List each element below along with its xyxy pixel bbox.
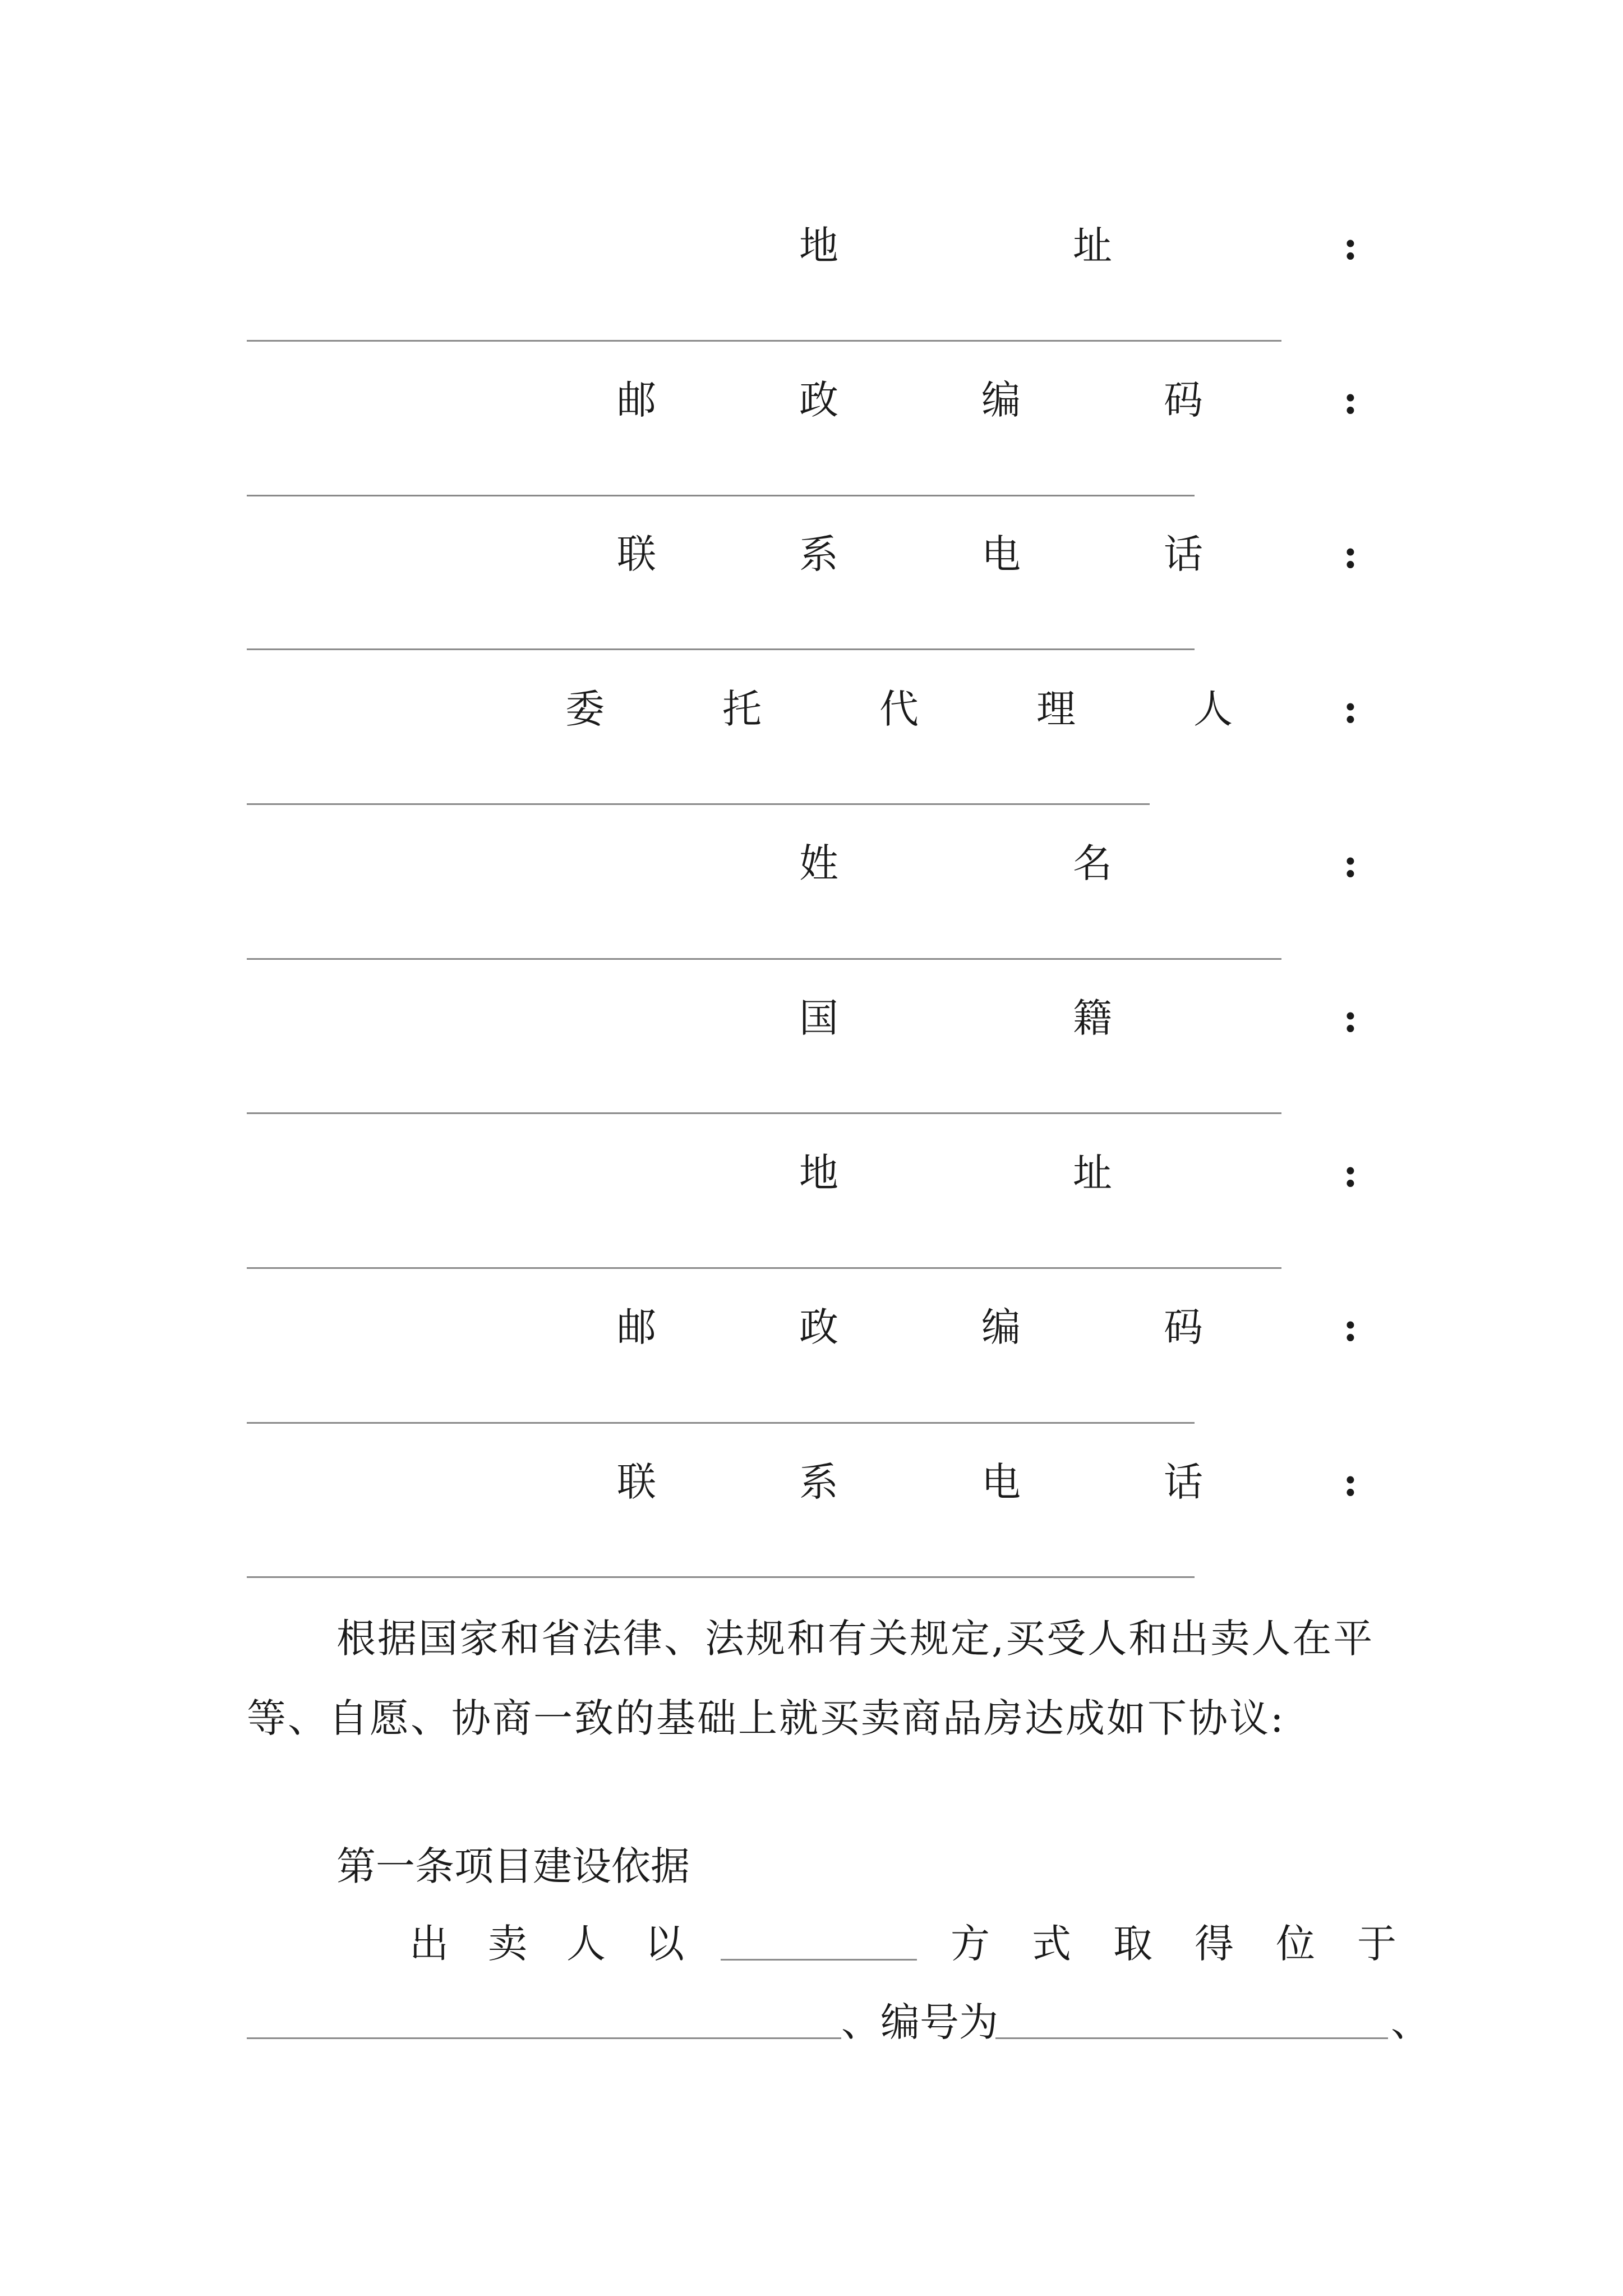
postcode-label-char: 邮 — [617, 1304, 656, 1350]
preamble-paragraph: 根据国家和省法律、法规和有关规定,买受人和出卖人在平等、自愿、协商一致的基础上就买卖商品房达成如下协议: — [247, 1616, 1375, 1741]
postcode-label-char: 政 — [799, 1304, 838, 1350]
article-1-title: 第一条项目建设依据 — [336, 1843, 690, 1889]
postcode-fill-line[interactable] — [247, 495, 1195, 496]
postcode-colon: : — [1343, 376, 1358, 423]
postcode-colon: : — [1343, 1304, 1358, 1350]
trailing-comma: 、 — [1391, 1999, 1430, 2045]
agent-label-char: 人 — [1193, 686, 1233, 732]
postcode-label-char: 邮 — [617, 377, 656, 423]
nationality-label-char: 籍 — [1073, 995, 1112, 1041]
article-1-line-1 — [0, 1918, 1623, 1969]
phone-fill-line[interactable] — [247, 648, 1195, 650]
agent-label-char: 代 — [879, 686, 919, 732]
address-label-char: 地 — [799, 1150, 838, 1196]
postcode-label-char: 政 — [799, 377, 838, 423]
phone-colon: : — [1343, 1458, 1358, 1505]
postcode-label-char: 码 — [1164, 377, 1203, 423]
article-1-char: 以 — [645, 1921, 684, 1967]
article-1-char: 式 — [1032, 1921, 1071, 1967]
phone-label-char: 系 — [799, 531, 838, 577]
address-label-char: 地 — [799, 223, 838, 269]
agent-nationality-field-row — [0, 993, 1623, 1043]
phone-label-char: 电 — [981, 1459, 1021, 1505]
article-1-char: 位 — [1276, 1921, 1315, 1967]
agent-postcode-field-row — [0, 1302, 1623, 1352]
article-1-char: 方 — [951, 1921, 990, 1967]
agent-colon: : — [1343, 685, 1358, 732]
article-1-char: 出 — [409, 1921, 449, 1967]
phone-colon: : — [1343, 531, 1358, 577]
agent-phone-field-row — [0, 1457, 1623, 1507]
number-label: 、编号为 — [841, 1999, 998, 2045]
name-label-char: 名 — [1073, 840, 1112, 886]
phone-label-char: 话 — [1164, 531, 1203, 577]
agent-field-row — [0, 684, 1623, 734]
nationality-fill-line[interactable] — [247, 1112, 1281, 1114]
agent-label-char: 委 — [565, 686, 605, 732]
phone-label-char: 系 — [799, 1459, 838, 1505]
article-1-char: 卖 — [488, 1921, 527, 1967]
phone-label-char: 联 — [617, 531, 656, 577]
phone-label-char: 联 — [617, 1459, 656, 1505]
address-field-row — [0, 220, 1623, 271]
location-blank[interactable] — [247, 2037, 841, 2039]
address-colon: : — [1343, 222, 1358, 269]
agent-postcode-fill-line[interactable] — [247, 1422, 1195, 1424]
agent-label-char: 理 — [1036, 686, 1076, 732]
agent-address-field-row — [0, 1148, 1623, 1198]
phone-label-char: 话 — [1164, 1459, 1203, 1505]
agent-address-fill-line[interactable] — [247, 1267, 1281, 1269]
postcode-label-char: 码 — [1164, 1304, 1203, 1350]
name-colon: : — [1343, 840, 1358, 886]
postcode-label-char: 编 — [981, 377, 1021, 423]
acquisition-method-blank[interactable] — [721, 1959, 917, 1961]
postcode-label-char: 编 — [981, 1304, 1021, 1350]
name-label-char: 姓 — [799, 840, 838, 886]
agent-label-char: 托 — [722, 686, 762, 732]
nationality-colon: : — [1343, 995, 1358, 1041]
agent-fill-line[interactable] — [247, 803, 1150, 805]
article-1-char: 于 — [1357, 1921, 1396, 1967]
address-fill-line[interactable] — [247, 340, 1281, 342]
nationality-label-char: 国 — [799, 995, 838, 1041]
phone-field-row — [0, 529, 1623, 579]
article-1-char: 得 — [1195, 1921, 1234, 1967]
number-blank[interactable] — [995, 2037, 1388, 2039]
agent-name-field-row — [0, 838, 1623, 889]
article-1-char: 取 — [1113, 1921, 1152, 1967]
postcode-field-row — [0, 375, 1623, 425]
phone-label-char: 电 — [981, 531, 1021, 577]
article-1-char: 人 — [566, 1921, 606, 1967]
address-label-char: 址 — [1073, 1150, 1112, 1196]
agent-phone-fill-line[interactable] — [247, 1576, 1195, 1578]
name-fill-line[interactable] — [247, 958, 1281, 960]
address-label-char: 址 — [1073, 223, 1112, 269]
address-colon: : — [1343, 1149, 1358, 1196]
